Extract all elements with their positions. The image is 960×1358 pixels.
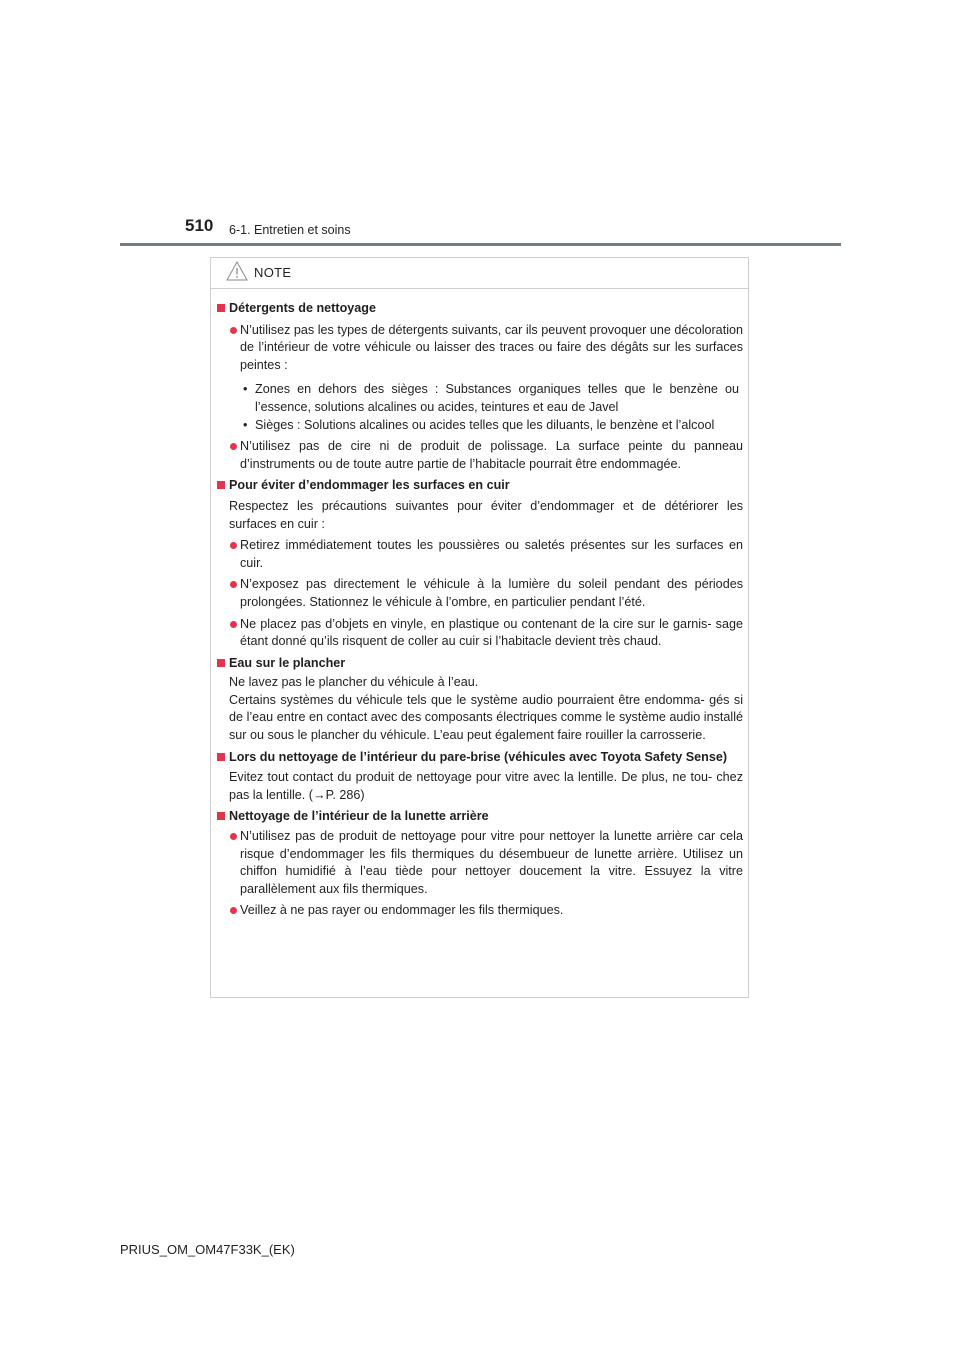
square-bullet-icon xyxy=(217,304,225,312)
paragraph: Ne lavez pas le plancher du véhicule à l’eau. xyxy=(229,675,479,690)
square-bullet-icon xyxy=(217,812,225,820)
sub-list-item: • Sièges : Solutions alcalines ou acides telles que les diluants, le benzène et l’alcool xyxy=(243,417,715,432)
section-heading-leather: Pour éviter d’endommager les surfaces en cuir xyxy=(217,477,743,495)
section-heading-windshield: Lors du nettoyage de l’intérieur du pare-brise (véhicules avec Toyota Safety Sense) xyxy=(217,749,743,767)
page-number: 510 xyxy=(185,216,214,235)
list-item: N’utilisez pas de produit de nettoyage pour vitre pour nettoyer la lunette arrière car cela risque d’endommager les fils thermiques du désembueur de lunette arrière. Utilisez un chiffon humidifié à l’eau tiède pour nettoyer doucement la vitre. Essuyez la vitre parallèlement aux fils thermiques. xyxy=(217,828,743,898)
list-item: Ne placez pas d’objets en vinyle, en plastique ou contenant de la cire sur le garnis- sage étant donné qu’ils risquent de coller au cuir si l’habitacle devient très chaud. xyxy=(217,616,743,651)
paragraph: Respectez les précautions suivantes pour éviter d’endommager et de détériorer les surfaces en cuir : xyxy=(229,498,743,531)
section-heading-rear-window: Nettoyage de l’intérieur de la lunette arrière xyxy=(217,808,743,826)
round-bullet-icon xyxy=(230,542,237,549)
square-bullet-icon xyxy=(217,753,225,761)
note-header xyxy=(211,258,748,289)
paragraph: Certains systèmes du véhicule tels que le système audio pourraient être endomma- gés si de l’eau entre en contact avec des composants électriques comme le système audio installé sur ou sous le plancher du véhicule. L’eau peut également faire rouiller la carrosserie. xyxy=(229,692,743,743)
round-bullet-icon xyxy=(230,621,237,628)
list-item: N’utilisez pas de cire ni de produit de polissage. La surface peinte du panneau d’instruments ou de toute autre partie de l’habitacle pourrait être endommagée. xyxy=(217,438,743,473)
paragraph: Evitez tout contact du produit de nettoyage pour vitre avec la lentille. De plus, ne tou- chez pas la lentille. (→P. 286) xyxy=(229,770,743,802)
sub-list-item: • Zones en dehors des sièges : Substances organiques telles que le benzène ou l’essence, solutions alcalines ou acides, teintures et eau de Javel xyxy=(243,382,739,414)
square-bullet-icon xyxy=(217,481,225,489)
section-title: 6-1. Entretien et soins xyxy=(229,223,351,237)
document-code: PRIUS_OM_OM47F33K_(EK) xyxy=(120,1242,295,1257)
round-bullet-icon xyxy=(230,581,237,588)
square-bullet-icon xyxy=(217,659,225,667)
note-body xyxy=(211,289,748,920)
list-item: Veillez à ne pas rayer ou endommager les fils thermiques. xyxy=(217,902,743,920)
list-item: N’utilisez pas les types de détergents suivants, car ils peuvent provoquer une décoloration de l’intérieur de votre véhicule ou laisser des traces ou faire des dégâts sur les surfaces peintes : xyxy=(217,322,743,375)
section-heading-floor-water: Eau sur le plancher xyxy=(217,655,743,673)
warning-triangle-icon xyxy=(226,261,248,281)
note-label: NOTE xyxy=(254,265,292,280)
round-bullet-icon xyxy=(230,327,237,334)
list-item: Retirez immédiatement toutes les poussières ou saletés présentes sur les surfaces en cuir. xyxy=(217,537,743,572)
header-rule xyxy=(120,243,841,246)
note-box xyxy=(210,257,749,998)
list-item: N’exposez pas directement le véhicule à la lumière du soleil pendant des périodes prolongées. Stationnez le véhicule à l’ombre, en particulier pendant l’été. xyxy=(217,576,743,611)
section-heading-detergents: Détergents de nettoyage xyxy=(217,300,743,318)
round-bullet-icon xyxy=(230,443,237,450)
round-bullet-icon xyxy=(230,833,237,840)
round-bullet-icon xyxy=(230,907,237,914)
